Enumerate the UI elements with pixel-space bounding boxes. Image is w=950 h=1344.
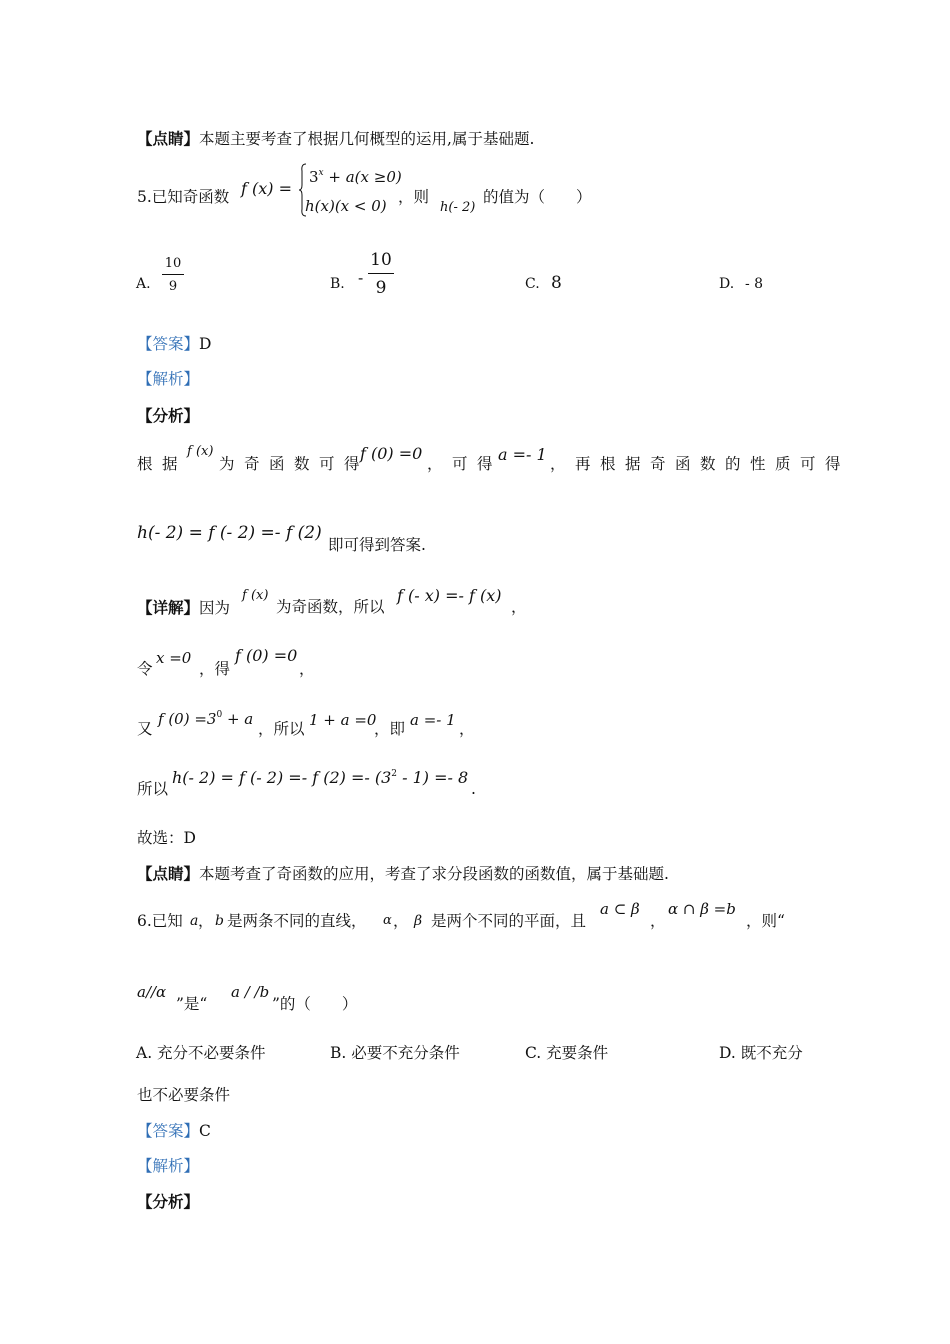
q6-comma1: ， — [198, 912, 214, 930]
q5-fenxi-equation: h(- 2) = f (- 2) =- f (2) — [137, 523, 322, 543]
q5-step3-f0 — [158, 711, 253, 727]
q5-option-d-label: D. — [719, 276, 735, 292]
q5-case1-rest: + a(x ≥0) — [323, 168, 402, 186]
q5-option-b-denominator: 9 — [375, 278, 387, 298]
q5-stem-mid: ，则 — [398, 188, 430, 206]
q6-answer-label: 【答案】 — [137, 1122, 200, 1140]
q5-fenxi-label — [137, 408, 199, 425]
q5-comment — [137, 866, 669, 883]
q5-step4-end: . — [471, 780, 476, 798]
q6-option-a: A. 充分不必要条件 — [136, 1044, 266, 1062]
q5-detail-odd: f (- x) =- f (x) — [397, 586, 502, 605]
q5-case2: h(x)(x < 0) — [305, 197, 387, 215]
q5-answer-label: 【答案】 — [137, 335, 200, 353]
q5-option-b-sign: - — [358, 269, 364, 287]
q5-fenxi-text-5: 即可得到答案. — [328, 536, 426, 554]
q5-step3-exp: 0 — [216, 710, 223, 720]
q6-stem-1: 6.已知 — [137, 912, 183, 930]
q6-q: a / /b — [231, 983, 270, 1001]
fraction-bar — [368, 273, 394, 274]
q6-comma3: ， — [650, 912, 666, 930]
q5-option-a-label: A. — [136, 276, 151, 292]
q6-analysis-label: 【解析】 — [137, 1157, 200, 1175]
q5-step2-text-1: 令 — [137, 660, 153, 678]
q6-alpha: α — [383, 913, 392, 928]
q5-fx: f (x) = — [241, 179, 293, 198]
q5-step4-eq-a: h(- 2) = f (- 2) =- f (2) =- (3 — [172, 768, 392, 787]
q6-mid: ”是“ — [176, 995, 208, 1013]
q5-step3-eq: 1 + a =0 — [309, 711, 377, 729]
q6-stem-2: 是两条不同的直线， — [227, 912, 367, 930]
q5-answer-value: D — [199, 335, 212, 353]
fraction-bar — [162, 274, 184, 275]
q6-option-d-continued: 也不必要条件 — [137, 1086, 231, 1104]
q5-case1-base: 3 — [309, 168, 319, 186]
q5-step3-text-4: ， — [459, 720, 475, 738]
q5-fenxi-text-1: 根据 — [137, 455, 188, 473]
q5-step4-exp: 2 — [391, 769, 397, 779]
q5-case1 — [309, 169, 402, 185]
q5-fenxi-label-text: 【分析】 — [137, 406, 200, 425]
q6-cond1: a ⊂ β — [600, 900, 640, 918]
q5-detail-text-2: 为奇函数，所以 — [276, 598, 385, 616]
q5-option-b-numerator: 10 — [370, 250, 392, 270]
q6-a: a — [190, 913, 199, 929]
q6-b: b — [215, 913, 224, 929]
q5-fenxi-text-4: ，再根据奇函数的性质可得 — [550, 455, 851, 473]
q4-comment-label: 【点睛】 — [137, 129, 200, 148]
q5-step3-a: a =- 1 — [410, 711, 456, 729]
q5-stem-suffix: 的值为（ ） — [483, 188, 592, 206]
q5-detail-text-1: 因为 — [199, 599, 231, 617]
q5-option-a-denominator: 9 — [168, 279, 178, 294]
q6-beta: β — [414, 913, 423, 929]
q5-step3-text-2: ，所以 — [258, 720, 305, 738]
q6-p: a//α — [137, 983, 167, 1001]
q5-option-b-label: B. — [330, 276, 345, 292]
q5-detail-text-3: ， — [511, 598, 527, 616]
q5-comment-label: 【点睛】 — [137, 864, 200, 883]
q6-option-c: C. 充要条件 — [525, 1044, 609, 1062]
q5-detail-line-1 — [137, 600, 230, 617]
q5-fenxi-f0: f (0) =0 — [360, 444, 423, 463]
q5-fenxi-a: a =- 1 — [498, 445, 547, 464]
q6-option-b: B. 必要不充分条件 — [330, 1044, 460, 1062]
q5-option-d-value: - 8 — [745, 276, 764, 292]
q6-stem-3: 是两个不同的平面，且 — [431, 912, 587, 930]
q6-cond2: α ∩ β =b — [668, 900, 736, 918]
q5-step3-rest: + a — [222, 710, 254, 728]
q5-option-b-fraction — [368, 250, 394, 298]
q6-fenxi-label-text: 【分析】 — [137, 1192, 200, 1211]
q6-fenxi-label — [137, 1194, 199, 1211]
q4-comment — [137, 131, 534, 148]
q5-detail-fx: f (x) — [242, 588, 269, 603]
q5-step2-text-3: ， — [299, 660, 315, 678]
q5-option-a-fraction — [162, 256, 184, 294]
q5-choose: 故选：D — [137, 829, 196, 847]
q6-end: ”的（ ） — [272, 995, 358, 1013]
q5-step3-f0-base: f (0) =3 — [158, 710, 217, 728]
q6-answer-value: C — [199, 1122, 211, 1140]
q5-answer — [137, 337, 211, 353]
q5-step3-text-3: ，即 — [374, 720, 406, 738]
q5-option-a-numerator: 10 — [164, 256, 182, 271]
q5-h-neg2: h(- 2) — [440, 200, 476, 215]
q5-comment-text: 本题考查了奇函数的应用，考查了求分段函数的函数值，属于基础题. — [199, 865, 669, 883]
q4-comment-text: 本题主要考查了根据几何概型的运用,属于基础题. — [199, 130, 535, 148]
q5-step4-eq-b: - 1) =- 8 — [397, 768, 469, 787]
q6-answer — [137, 1124, 211, 1140]
q6-option-d: D. 既不充分 — [719, 1044, 803, 1062]
q5-option-c-value: 8 — [551, 273, 562, 293]
q5-fenxi-text-2: 为奇函数可得 — [219, 455, 370, 473]
q5-case1-exp: x — [318, 168, 324, 178]
q5-analysis-label: 【解析】 — [137, 370, 200, 388]
q5-step4-text-1: 所以 — [137, 780, 169, 798]
q5-option-c-label: C. — [525, 276, 540, 292]
q5-detail-label: 【详解】 — [137, 598, 200, 617]
q6-stem-4: ，则“ — [746, 912, 785, 930]
q5-step3-text-1: 又 — [137, 720, 153, 738]
q5-step4-equation — [172, 770, 468, 786]
q6-comma2: ， — [393, 912, 409, 930]
q5-step2-x0: x =0 — [156, 649, 192, 667]
q5-step2-f0: f (0) =0 — [235, 646, 298, 665]
q5-fenxi-fx: f (x) — [187, 444, 214, 459]
q5-fenxi-text-3: ，可得 — [427, 455, 503, 473]
q5-stem-prefix: 5.已知奇函数 — [137, 188, 230, 206]
q5-step2-text-2: ，得 — [199, 660, 231, 678]
